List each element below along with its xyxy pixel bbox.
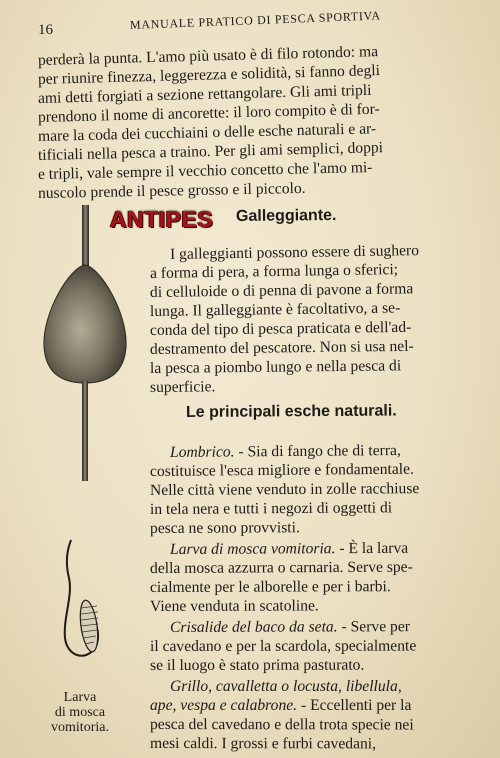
- text-line: nuscolo prende il pesce grosso e il piccolo.: [37, 179, 306, 202]
- section-title-esche: Le principali esche naturali.: [185, 402, 397, 421]
- crisalide-term: Crisalide del baco da seta.: [169, 618, 338, 636]
- text-line: conda del tipo di pesca praticata e dell'ad-: [149, 318, 412, 339]
- text-line: della mosca azzurra o carnaria. Serve spe-: [149, 558, 413, 577]
- text-line: pesca ne sono provvisti.: [149, 519, 300, 537]
- crisalide-first-rest: - Serve per: [337, 618, 410, 636]
- figure-caption: [40, 690, 120, 735]
- text-line: il cavedano e per la scardola, specialmente: [149, 637, 417, 655]
- text-line: prendono il nome di ancorette: il loro compito è di for-: [37, 100, 380, 126]
- float-illustration: [40, 205, 140, 485]
- text-line: e tripli, vale sempre il vecchio concetto che l'amo mi-: [37, 158, 373, 183]
- float-bottom-stem: [82, 381, 88, 481]
- caption-line: di mosca: [54, 705, 106, 720]
- larva-term: Larva di mosca vomitoria.: [169, 540, 336, 558]
- text-line: destramento del pescatore. Non si usa nel-: [149, 337, 414, 358]
- section-title-galleggiante: Galleggiante.: [235, 206, 337, 225]
- text-line: I galleggianti possono essere di sughero: [169, 242, 420, 263]
- grillo-rest-b: - Eccellenti per la: [297, 697, 412, 714]
- text-line: Viene venduta in scatoline.: [149, 597, 319, 615]
- larva-first-rest: - È la larva: [335, 539, 409, 558]
- grillo-term-a: Grillo, cavalletta o locusta, libellula,: [170, 678, 402, 695]
- float-top-stem: [82, 205, 89, 270]
- text-line: se il luogo è stato prima pasturato.: [149, 656, 365, 674]
- text-line: per riunire finezza, leggerezza e solidità, si fanno degli: [37, 62, 381, 88]
- text-line: di celluloide o di penna di pavone a forma: [149, 280, 414, 301]
- text-line: tificiali nella pesca a traino. Per gli ami semplici, doppi: [37, 139, 384, 164]
- text-line: cialmente per le alborelle e per i barbi.: [149, 578, 391, 596]
- text-line: mare la coda dei cucchiaini o delle esche naturali e ar-: [37, 120, 377, 145]
- caption-line: vomitoria.: [51, 720, 109, 735]
- text-line: superficie.: [149, 378, 216, 396]
- text-line: lunga. Il galleggiante è facoltativo, a se-: [149, 299, 401, 320]
- page-number: 16: [38, 22, 53, 38]
- running-head: [38, 8, 480, 42]
- lombrico-term: Lombrico.: [169, 443, 235, 461]
- grillo-second-line: [150, 697, 411, 715]
- text-line: mesi caldi. I grossi e furbi cavedani,: [149, 735, 377, 753]
- book-title: MANUALE PRATICO DI PESCA SPORTIVA: [129, 8, 381, 32]
- text-line: in tela nera e tutti i negozi di oggetti di: [149, 499, 393, 518]
- caption-line: Larva: [63, 690, 97, 705]
- text-line: Nelle città viene venduto in zolle racchiuse: [149, 480, 420, 499]
- hook-larva-illustration: [45, 538, 115, 668]
- lombrico-first-rest: - Sia di fango che di terra,: [234, 441, 401, 461]
- text-line: a forma di pera, a forma lunga o sferici;: [149, 261, 399, 282]
- watermark-logo: ANTIPES: [110, 206, 214, 232]
- text-line: costituisce l'esca migliore e fondamentale.: [149, 460, 414, 480]
- lombrico-first-line: [170, 442, 401, 462]
- text-line: la pesca a piombo lungo e nella pesca di: [149, 357, 402, 377]
- grillo-term-b: ape, vespa e calabrone.: [150, 697, 298, 714]
- text-line: ami detti forgiati a sezione rettangolare. Gli ami tripli: [37, 81, 372, 107]
- float-cork-body: [44, 265, 126, 383]
- text-line: pesca del cavedano e della trota specie nei: [149, 716, 414, 734]
- text-line: perderà la punta. L'amo più usato è di filo rotondo: ma: [37, 43, 379, 69]
- crisalide-first-line: [170, 618, 410, 637]
- larva-first-line: [170, 540, 408, 559]
- grillo-first-line: [170, 678, 402, 696]
